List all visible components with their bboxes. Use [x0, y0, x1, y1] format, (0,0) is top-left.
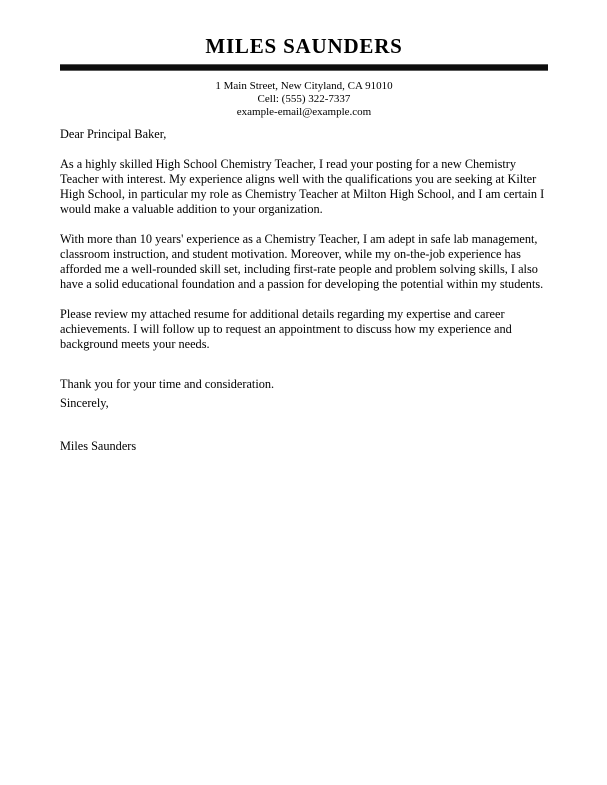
letter-author-name: MILES SAUNDERS [205, 34, 403, 58]
contact-cell: Cell: (555) 322-7337 [257, 93, 351, 105]
closing-thanks: Thank you for your time and consideration. [60, 377, 275, 391]
paragraph-experience: With more than 10 years' experience as a Chemistry Teacher, I am adept in safe lab management, classroom instruction, and student motivation. Moreover, while my on-the-job experience has afforded me a well-rounded skill set, including first-rate people and problem solving skills, I also have a solid educational foundation and a passion for developing the potential within my students. [60, 232, 544, 291]
paragraph-introduction: As a highly skilled High School Chemistry Teacher, I read your posting for a new Chemistry Teacher with interest. My experience aligns well with the qualifications you are seeking at Kilter High School, in particular my role as Chemistry Teacher at Milton High School, and I am certain I would make a valuable addition to your organization. [60, 157, 545, 216]
closing-signoff: Sincerely, [60, 396, 109, 410]
contact-address: 1 Main Street, New Cityland, CA 91010 [215, 80, 393, 92]
closing-signature: Miles Saunders [60, 439, 137, 453]
letter-body [60, 127, 548, 454]
paragraph-follow-up: Please review my attached resume for additional details regarding my expertise and career achievements. I will follow up to request an appointment to discuss how my experience and background meets your needs. [60, 307, 512, 351]
letter-header [60, 34, 548, 118]
salutation: Dear Principal Baker, [60, 127, 167, 141]
contact-email: example-email@example.com [236, 106, 372, 118]
contact-block [60, 80, 548, 118]
header-divider-rule [60, 64, 548, 71]
